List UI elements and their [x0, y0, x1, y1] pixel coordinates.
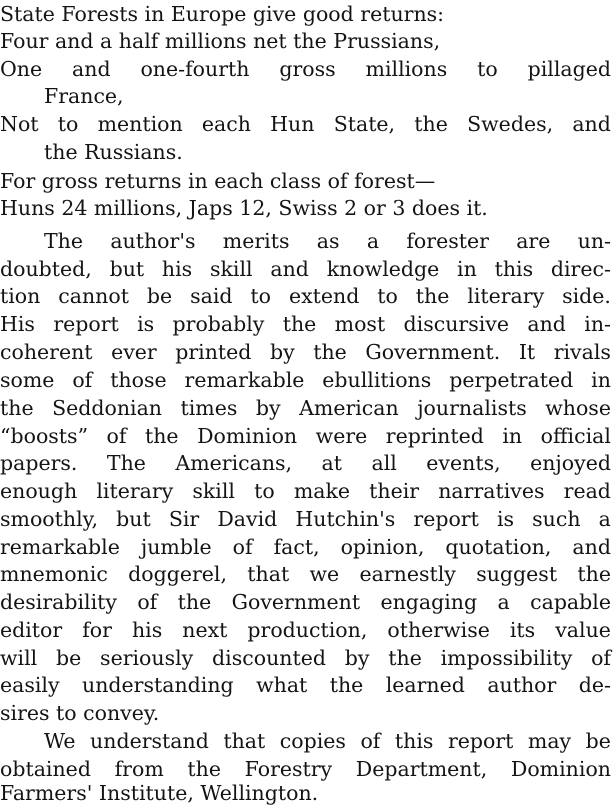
word: remarkable [184, 368, 305, 392]
word: Swedes, [467, 112, 554, 136]
word: jumble [140, 535, 212, 559]
word: smoothly, [0, 507, 99, 531]
word: Not [0, 112, 39, 136]
word: suggest [476, 562, 558, 586]
word: their [369, 479, 420, 503]
word: engaging [380, 590, 478, 614]
word: a [598, 507, 611, 531]
word: perpetrated [449, 368, 574, 392]
word: by [344, 646, 370, 670]
word: and [572, 112, 611, 136]
paragraph-line [0, 646, 611, 670]
word: narratives [438, 479, 545, 503]
word: were [315, 424, 368, 448]
word: a [497, 590, 510, 614]
paragraph-line [0, 590, 611, 614]
word: reprinted [385, 424, 484, 448]
word: author [487, 673, 557, 697]
word: in [591, 368, 611, 392]
word: copies [279, 729, 346, 753]
word: enough [0, 479, 78, 503]
word: gross [279, 57, 336, 81]
word: the [414, 112, 448, 136]
verse-line [0, 57, 611, 81]
word: desirability [0, 590, 117, 614]
paragraph-line [0, 424, 611, 448]
word: and [527, 312, 566, 336]
word: that [223, 729, 266, 753]
word: are [516, 229, 551, 253]
word: at [321, 451, 343, 475]
verse-line: the Russians. [44, 140, 183, 164]
verse-line: Four and a half millions net the Prussians, [0, 29, 441, 53]
word: events, [426, 451, 501, 475]
verse-line: State Forests in Europe give good returns: [0, 2, 445, 26]
word: opinion, [340, 535, 425, 559]
word: We [44, 729, 76, 753]
word: and [270, 257, 309, 281]
word: the [187, 757, 221, 781]
paragraph-line [0, 368, 611, 392]
word: be [56, 646, 82, 670]
word: official [540, 424, 611, 448]
word: remarkable [0, 535, 120, 559]
word: mention [97, 112, 183, 136]
word: report [53, 312, 119, 336]
word: earnestly [359, 562, 456, 586]
paragraph-line [0, 257, 611, 281]
paragraph-line [44, 229, 611, 253]
word: production, [247, 618, 368, 642]
word: easily [0, 673, 60, 697]
word: rivals [553, 340, 611, 364]
word: this [494, 257, 534, 281]
word: quotation, [445, 535, 552, 559]
word: The [44, 229, 84, 253]
paragraph-line [0, 396, 611, 420]
word: will [0, 646, 38, 670]
word: said [190, 284, 233, 308]
word: may [527, 729, 572, 753]
word: to [377, 284, 398, 308]
paragraph-line: sires to convey. [0, 701, 160, 725]
word: times [180, 396, 238, 420]
word: capable [530, 590, 611, 614]
word: “boosts” [0, 424, 89, 448]
word: each [201, 112, 251, 136]
word: the [329, 673, 364, 697]
word: un- [577, 229, 611, 253]
word: literary [96, 479, 174, 503]
word: merits [222, 229, 290, 253]
word: impossibility [440, 646, 573, 670]
paragraph-line [44, 729, 611, 753]
word: millions [365, 57, 448, 81]
word: Americans, [175, 451, 293, 475]
word: Forestry [244, 757, 333, 781]
word: we [309, 562, 340, 586]
word: Government [231, 590, 361, 614]
word: next [182, 618, 228, 642]
word: skill [192, 479, 235, 503]
word: Dominion [197, 424, 298, 448]
word: printed [175, 340, 252, 364]
word: the [0, 396, 34, 420]
word: literary [467, 284, 545, 308]
word: and [72, 57, 111, 81]
word: Sir [168, 507, 200, 531]
word: by [269, 340, 295, 364]
verse-line [0, 112, 611, 136]
word: obtained [0, 757, 91, 781]
word: to [477, 57, 498, 81]
word: in- [584, 312, 611, 336]
word: journalists [417, 396, 527, 420]
word: be [146, 284, 173, 308]
word: Dominion [510, 757, 611, 781]
word: Hun [270, 112, 315, 136]
word: make [293, 479, 351, 503]
word: fact, [273, 535, 320, 559]
word: report [447, 729, 514, 753]
word: coherent [0, 340, 93, 364]
word: the [177, 590, 212, 614]
word: seriously [100, 646, 194, 670]
word: from [114, 757, 164, 781]
word: this [394, 729, 434, 753]
word: the [577, 562, 611, 586]
word: skill [209, 257, 253, 281]
word: doggerel, [128, 562, 227, 586]
word: for [82, 618, 112, 642]
paragraph-line [0, 340, 611, 364]
word: enjoyed [530, 451, 611, 475]
word: State, [333, 112, 396, 136]
word: Government. [365, 340, 501, 364]
word: One [0, 57, 43, 81]
word: of [106, 424, 127, 448]
word: David [217, 507, 278, 531]
word: as [316, 229, 340, 253]
word: most [334, 312, 386, 336]
word: It [518, 340, 536, 364]
word: the [313, 340, 347, 364]
word: of [591, 646, 611, 670]
word: all [371, 451, 397, 475]
paragraph-line [0, 451, 611, 475]
verse-line: Huns 24 millions, Japs 12, Swiss 2 or 3 does it. [0, 196, 488, 220]
word: of [360, 729, 381, 753]
paragraph-line [0, 535, 611, 559]
word: whose [545, 396, 611, 420]
word: his [161, 257, 193, 281]
word: otherwise [387, 618, 490, 642]
paragraph-line [0, 507, 611, 531]
word: the [144, 424, 179, 448]
word: to [254, 479, 275, 503]
word: doubted, [0, 257, 92, 281]
word: ebullitions [322, 368, 432, 392]
word: side. [562, 284, 611, 308]
paragraph-line [0, 284, 611, 308]
paragraph-line [0, 562, 611, 586]
word: understand [90, 729, 209, 753]
word: some [0, 368, 55, 392]
word: to [57, 112, 79, 136]
word: but [109, 257, 145, 281]
word: the [388, 646, 422, 670]
word: cannot [58, 284, 129, 308]
word: but [116, 507, 151, 531]
word: American [299, 396, 399, 420]
word: mnemonic [0, 562, 108, 586]
word: Department, [355, 757, 488, 781]
word: in [502, 424, 523, 448]
word: the [282, 312, 317, 336]
paragraph-line: Farmers' Institute, Wellington. [0, 781, 319, 805]
word: author's [110, 229, 196, 253]
word: discounted [212, 646, 326, 670]
word: de- [578, 673, 611, 697]
word: knowledge [326, 257, 440, 281]
word: its [509, 618, 536, 642]
word: of [137, 590, 158, 614]
word: the [415, 284, 450, 308]
word: his [131, 618, 163, 642]
word: in [457, 257, 477, 281]
word: probably [172, 312, 265, 336]
paragraph-line [0, 618, 611, 642]
word: one-fourth [140, 57, 250, 81]
word: is [496, 507, 515, 531]
word: of [72, 368, 93, 392]
paragraph-line [0, 312, 611, 336]
word: editor [0, 618, 63, 642]
word: is [137, 312, 155, 336]
word: forester [406, 229, 489, 253]
word: Seddonian [52, 396, 163, 420]
word: that [247, 562, 290, 586]
word: learned [385, 673, 465, 697]
word: and [572, 535, 611, 559]
word: discursive [403, 312, 510, 336]
word: by [255, 396, 281, 420]
paragraph-line [0, 757, 611, 781]
word: what [256, 673, 308, 697]
verse-line: France, [44, 84, 124, 108]
word: extend [288, 284, 360, 308]
word: tion [0, 284, 41, 308]
word: papers. [0, 451, 78, 475]
verse-line: For gross returns in each class of forest— [0, 169, 436, 193]
word: pillaged [527, 57, 611, 81]
word: of [232, 535, 253, 559]
word: read [563, 479, 611, 503]
word: ever [111, 340, 157, 364]
word: value [555, 618, 611, 642]
word: His [0, 312, 35, 336]
word: such [532, 507, 581, 531]
word: those [110, 368, 167, 392]
word: report [413, 507, 479, 531]
paragraph-line [0, 673, 611, 697]
word: direc- [550, 257, 611, 281]
word: Hutchin's [295, 507, 396, 531]
word: The [106, 451, 146, 475]
word: a [366, 229, 380, 253]
word: to [250, 284, 272, 308]
word: understanding [82, 673, 234, 697]
paragraph-line [0, 479, 611, 503]
word: be [585, 729, 611, 753]
